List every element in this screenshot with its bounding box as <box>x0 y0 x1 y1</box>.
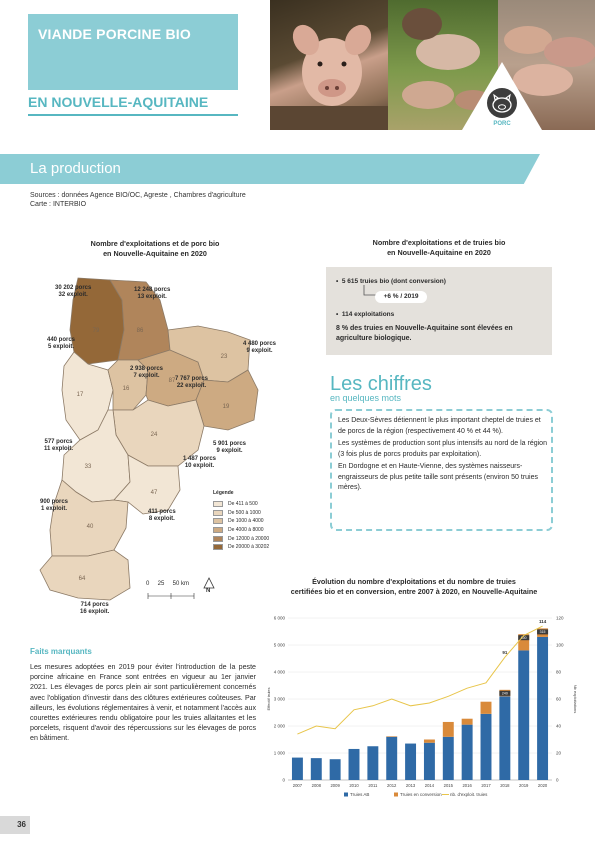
map-label-exploit: 11 exploit. <box>44 446 74 452</box>
map-label-exploit: 1 exploit. <box>41 506 68 512</box>
y-left-tick: 5 000 <box>273 642 285 648</box>
bar-truies-ab <box>462 725 473 780</box>
map-label-value: 30 202 porcs <box>55 285 92 291</box>
legend-label: De 500 à 1000 <box>228 509 261 516</box>
x-tick: 2016 <box>462 783 472 788</box>
map-scale: 0 25 50 km <box>146 581 190 587</box>
dept-code-24: 24 <box>150 432 158 438</box>
legend-item <box>213 543 269 552</box>
exploitations-count: • 114 exploitations <box>336 311 395 318</box>
map-label-value: 411 porcs <box>148 509 176 515</box>
map-label-exploit: 5 exploit. <box>48 344 75 350</box>
bar-truies-conversion <box>443 722 454 737</box>
bar-truies-ab <box>499 696 510 780</box>
map-label-exploit: 7 exploit. <box>133 373 160 379</box>
y-left-tick: 4 000 <box>273 669 285 675</box>
legend-label: De 20000 à 30202 <box>228 544 270 551</box>
map-label-23 <box>243 341 276 355</box>
legend-label: De 1000 à 4000 <box>228 518 264 525</box>
map-title <box>40 239 270 259</box>
x-tick: 2012 <box>387 783 397 788</box>
legend-label: Truies en conversion <box>400 792 442 797</box>
map-label-value: 5 901 porcs <box>213 441 247 447</box>
bar-truies-ab <box>330 759 341 780</box>
dept-code-86: 86 <box>136 328 144 334</box>
legend-item <box>213 509 269 518</box>
bar-truies-conversion <box>424 740 435 743</box>
bar-truies-conversion <box>462 719 473 725</box>
y-right-tick: 100 <box>556 642 564 648</box>
legend-label: Truies AB <box>350 792 370 797</box>
y-right-tick: 120 <box>556 615 564 621</box>
legend-item <box>213 526 269 535</box>
map-label-value: 714 porcs <box>80 602 109 608</box>
y-left-tick: 3 000 <box>273 696 285 702</box>
bar-truies-ab <box>292 758 303 780</box>
map-label-exploit: 9 exploit. <box>246 348 273 354</box>
dept-code-17: 17 <box>76 392 84 398</box>
map-label-87 <box>175 376 208 390</box>
legend-label: De 12000 à 20000 <box>228 535 270 542</box>
map-label-19 <box>213 441 246 455</box>
bar-truies-ab <box>311 758 322 780</box>
map-label-value: 2 938 porcs <box>130 366 164 372</box>
map-label-47 <box>148 509 176 523</box>
map-label-value: 4 480 porcs <box>243 341 277 347</box>
map-label-exploit: 9 exploit. <box>216 448 243 454</box>
chiffres-paragraph: Les Deux-Sèvres détiennent le plus important cheptel de truies et de porcs de la région (respectivement 40 % et 44 %). <box>338 417 541 435</box>
legend-item <box>213 534 269 543</box>
map-title-line2: en Nouvelle-Aquitaine en 2020 <box>103 249 207 258</box>
dept-64 <box>40 550 130 600</box>
dept-code-87: 87 <box>168 378 176 384</box>
legend-swatch <box>394 793 398 797</box>
truies-chart <box>262 610 580 806</box>
dept-code-33: 33 <box>84 464 92 470</box>
y-left-tick: 1 000 <box>273 750 285 756</box>
page-number: 36 <box>0 816 30 834</box>
truies-count: • 5 615 truies bio (dont conversion) <box>336 278 446 285</box>
page-title: VIANDE PORCINE BIO <box>38 26 191 42</box>
legend-swatch <box>213 544 223 550</box>
dept-code-16: 16 <box>122 386 130 392</box>
map-label-value: 1 487 porcs <box>183 456 217 462</box>
section-title: La production <box>30 160 121 177</box>
x-tick: 2019 <box>519 783 529 788</box>
x-tick: 2010 <box>349 783 359 788</box>
dept-code-23: 23 <box>220 354 228 360</box>
bar-truies-ab <box>367 746 378 780</box>
y-left-label: Effectif truies <box>266 687 271 711</box>
dept-code-64: 64 <box>78 576 86 582</box>
x-tick: 2007 <box>292 783 303 788</box>
map-label-value: 577 porcs <box>44 439 73 445</box>
map-label-40 <box>40 499 68 513</box>
map-label-64 <box>80 602 109 616</box>
chiffres-title: Les chiffres <box>330 373 432 395</box>
x-tick: 2014 <box>424 783 435 788</box>
line-label: 91 <box>502 650 508 656</box>
bar-truies-ab <box>443 737 454 780</box>
y-left-tick: 2 000 <box>273 723 285 729</box>
y-left-tick: 0 <box>282 777 285 783</box>
legend-swatch <box>213 536 223 542</box>
exploitations-count-text: 114 exploitations <box>341 311 395 318</box>
truies-count-text: 5 615 truies bio (dont conversion) <box>341 278 446 285</box>
bar-label: 315 <box>539 630 546 635</box>
bio-share-note: 8 % des truies en Nouvelle-Aquitaine sont élevées en agriculture biologique. <box>336 325 513 342</box>
map-credit: Carte : INTERBIO <box>30 201 87 208</box>
map-label-exploit: 8 exploit. <box>148 516 175 522</box>
north-arrow-icon <box>204 578 214 588</box>
bar-truies-ab <box>518 650 529 780</box>
map-label-86 <box>134 287 170 301</box>
legend-swatch <box>213 510 223 516</box>
legend-label: De 411 à 500 <box>228 501 258 508</box>
bar-truies-conversion <box>386 736 397 737</box>
map-label-exploit: 13 exploit. <box>137 294 167 300</box>
map-label-value: 7 767 porcs <box>175 376 209 382</box>
map-label-17 <box>47 337 75 351</box>
bar-label: 240 <box>501 691 508 696</box>
map-label-exploit: 16 exploit. <box>80 609 110 615</box>
sources-line: Sources : données Agence BIO/OC, Agreste , Chambres d'agriculture <box>30 192 246 199</box>
bar-truies-ab <box>349 749 360 780</box>
bar-truies-ab <box>537 637 548 780</box>
truies-key-figures <box>326 267 552 355</box>
map-label-value: 440 porcs <box>47 337 76 343</box>
map-label-exploit: 10 exploit. <box>184 463 215 469</box>
legend-swatch <box>213 527 223 533</box>
chart-title-line2: certifiées bio et en conversion, entre 2007 à 2020, en Nouvelle-Aquitaine <box>290 587 538 596</box>
faits-title: Faits marquants <box>30 647 92 656</box>
x-tick: 2015 <box>443 783 453 788</box>
map-label-79 <box>55 285 91 299</box>
legend-label: nb. d'exploit. truies <box>450 792 488 797</box>
x-tick: 2018 <box>500 783 510 788</box>
dept-code-40: 40 <box>86 524 94 530</box>
chart-title-line1: Évolution du nombre d'exploitations et du nombre de truies <box>312 577 516 586</box>
bar-truies-conversion <box>481 702 492 714</box>
legend-title: Légende <box>213 490 234 496</box>
photo-pig-portrait <box>270 0 388 130</box>
bar-label: 600 <box>520 636 527 640</box>
map-label-exploit: 32 exploit. <box>58 292 88 298</box>
pig-icon <box>487 88 517 118</box>
north-label: N <box>206 588 211 594</box>
map-legend <box>213 490 269 552</box>
map-label-33 <box>44 439 73 453</box>
y-right-tick: 0 <box>556 777 559 783</box>
map-label-value: 900 porcs <box>40 499 69 505</box>
dept-code-19: 19 <box>222 404 230 410</box>
x-tick: 2020 <box>537 783 548 788</box>
dept-code-79: 79 <box>92 328 100 334</box>
line-label: 114 <box>538 619 547 625</box>
truies-title-line1: Nombre d'exploitations et de truies bio <box>372 238 506 247</box>
bar-truies-ab <box>386 737 397 780</box>
legend-label: De 4000 à 8000 <box>228 527 264 534</box>
chiffres-text <box>338 416 548 496</box>
map-title-line1: Nombre d'exploitations et de porc bio <box>90 239 220 248</box>
legend-swatch <box>344 793 348 797</box>
y-right-tick: 80 <box>556 669 562 675</box>
sources <box>30 191 246 209</box>
x-tick: 2011 <box>368 783 378 788</box>
chiffres-paragraph: En Dordogne et en Haute-Vienne, des systèmes naisseurs-engraisseurs de plus petite taille sont présents (environ 50 truies mères). <box>338 463 538 491</box>
legend-swatch <box>213 518 223 524</box>
growth-badge: +6 % / 2019 <box>375 291 427 303</box>
map-label-exploit: 22 exploit. <box>176 383 207 389</box>
logo-label: PORC <box>493 121 511 127</box>
region-title: EN NOUVELLE-AQUITAINE <box>28 94 209 110</box>
legend-item <box>213 500 269 509</box>
map-label-value: 12 248 porcs <box>134 287 171 293</box>
bar-truies-ab <box>405 744 416 780</box>
truies-title <box>330 238 548 258</box>
y-right-tick: 20 <box>556 750 562 756</box>
y-left-tick: 6 000 <box>273 615 285 621</box>
header-photos <box>270 0 595 130</box>
title-underline <box>28 114 238 116</box>
bar-truies-ab <box>481 714 492 780</box>
chart-title <box>266 577 562 597</box>
map-label-16 <box>130 366 163 380</box>
truies-title-line2: en Nouvelle-Aquitaine en 2020 <box>387 248 491 257</box>
x-tick: 2013 <box>405 783 416 788</box>
bar-truies-ab <box>424 743 435 780</box>
y-right-tick: 40 <box>556 723 562 729</box>
x-tick: 2017 <box>481 783 491 788</box>
dept-code-47: 47 <box>150 490 158 496</box>
legend-swatch <box>213 501 223 507</box>
title-box <box>28 14 238 90</box>
y-right-tick: 60 <box>556 696 562 702</box>
y-right-label: Nb exploitations <box>573 684 578 714</box>
x-tick: 2009 <box>330 783 340 788</box>
x-tick: 2008 <box>311 783 321 788</box>
chiffres-paragraph: Les systèmes de production sont plus intensifs au nord de la région (3 fois plus de porcs produits par exploitation). <box>338 440 547 458</box>
legend-item <box>213 517 269 526</box>
faits-text: Les mesures adoptées en 2019 pour éviter l'introduction de la peste porcine africaine en France sont entrées en vigueur au 1er janvier 2021. Les élevages de porcs plein air sont particulièrement concernés avec l'obligation d'investir dans des clôtures extérieures coûteuses. Par ailleurs, les évolutions réglementaires à venir, et notamment l'accès aux courettes extérieures rendu obligatoire pour les truies allaitantes et les porcelets, risquent d'avoir des répercussions sur les élevages de porcs en bâtiment. <box>30 663 256 743</box>
chiffres-subtitle: en quelques mots <box>330 393 402 403</box>
map-label-24 <box>183 456 216 470</box>
